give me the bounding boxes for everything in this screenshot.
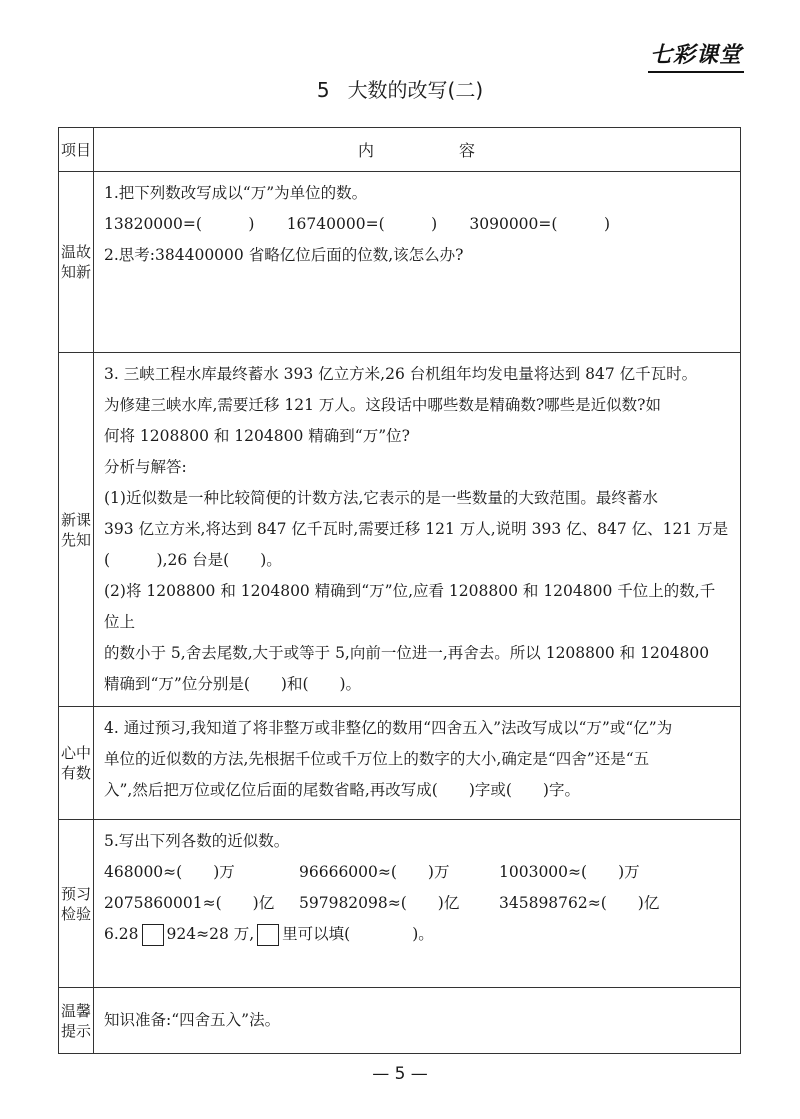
section-content-yuxi (94, 820, 741, 988)
q4-line[interactable]: 入”,然后把万位或亿位后面的尾数省略,再改写成( )字或( )字。 (104, 781, 580, 799)
q5-item[interactable]: 2075860001≈( )亿 (104, 894, 275, 912)
q3-line: (2)将 1208800 和 1204800 精确到“万”位,应看 1208800 和 1204800 千位上的数,千位上 (104, 582, 716, 631)
header-item: 项目 (59, 128, 94, 172)
question-5-items (104, 857, 730, 919)
question-5: 5.写出下列各数的近似数。 (104, 832, 290, 850)
header-content: 内 容 (94, 128, 741, 172)
question-1: 1.把下列数改写成以“万”为单位的数。 (104, 184, 368, 202)
q3-line: 3. 三峡工程水库最终蓄水 393 亿立方米,26 台机组年均发电量将达到 847 亿千瓦时。 (104, 365, 698, 383)
question-2: 2.思考:384400000 省略亿位后面的位数,该怎么办? (104, 246, 464, 264)
page-number: — 5 — (372, 1064, 428, 1084)
section-xinke (59, 353, 741, 707)
question-1-items (104, 209, 730, 240)
q6-part3[interactable]: 里可以填( )。 (282, 925, 434, 943)
table-header-row (59, 128, 741, 172)
tip-text: 知识准备:“四舍五入”法。 (104, 1011, 281, 1029)
q3-line: 何将 1208800 和 1204800 精确到“万”位? (104, 427, 410, 445)
answer-box-ref (257, 924, 279, 946)
section-yuxi (59, 820, 741, 988)
q3-line: 393 亿立方米,将达到 847 亿千瓦时,需要迁移 121 万人,说明 393 亿、847 亿、121 万是 (104, 520, 729, 538)
lesson-number: 5 (316, 78, 330, 102)
section-label-wengu: 温故知新 (59, 172, 94, 353)
section-content-wenxin (94, 988, 741, 1054)
section-wenxin (59, 988, 741, 1054)
q3-line: 分析与解答: (104, 458, 187, 476)
section-content-wengu (94, 172, 741, 353)
section-content-xinzhong (94, 707, 741, 820)
section-wengu (59, 172, 741, 353)
q6-part1: 6.28 (104, 925, 139, 943)
q3-line: 为修建三峡水库,需要迁移 121 万人。这段话中哪些数是精确数?哪些是近似数?如 (104, 396, 661, 414)
q4-line: 4. 通过预习,我知道了将非整万或非整亿的数用“四舍五入”法改写成以“万”或“亿”为 (104, 719, 673, 737)
q5-item[interactable]: 1003000≈( )万 (499, 863, 640, 881)
q6-part2: 924≈28 万, (166, 925, 255, 943)
section-label-yuxi: 预习检验 (59, 820, 94, 988)
q3-line: 的数小于 5,舍去尾数,大于或等于 5,向前一位进一,再舍去。所以 1208800 和 1204800 (104, 644, 710, 662)
q5-item[interactable]: 597982098≈( )亿 (299, 894, 460, 912)
question-6 (104, 919, 730, 950)
lesson-table (58, 127, 741, 1054)
q1-item[interactable]: 3090000=( ) (469, 215, 610, 233)
answer-box[interactable] (142, 924, 164, 946)
section-content-xinke (94, 353, 741, 707)
q5-item[interactable]: 96666000≈( )万 (299, 863, 450, 881)
page-title (0, 74, 800, 103)
q4-line: 单位的近似数的方法,先根据千位或千万位上的数字的大小,确定是“四舍”还是“五 (104, 750, 650, 768)
q5-item[interactable]: 468000≈( )万 (104, 863, 235, 881)
q3-line: (1)近似数是一种比较简便的计数方法,它表示的是一些数量的大致范围。最终蓄水 (104, 489, 658, 507)
q5-item[interactable]: 345898762≈( )亿 (499, 894, 660, 912)
q1-item[interactable]: 16740000=( ) (286, 215, 438, 233)
lesson-title: 大数的改写(二) (347, 78, 484, 102)
q1-item[interactable]: 13820000=( ) (104, 215, 255, 233)
section-label-wenxin: 温馨提示 (59, 988, 94, 1054)
section-xinzhong (59, 707, 741, 820)
section-label-xinke: 新课先知 (59, 353, 94, 707)
q3-line[interactable]: 精确到“万”位分别是( )和( )。 (104, 675, 362, 693)
brand-logo: 七彩课堂 (648, 38, 744, 73)
section-label-xinzhong: 心中有数 (59, 707, 94, 820)
q3-line[interactable]: ( ),26 台是( )。 (104, 551, 282, 569)
